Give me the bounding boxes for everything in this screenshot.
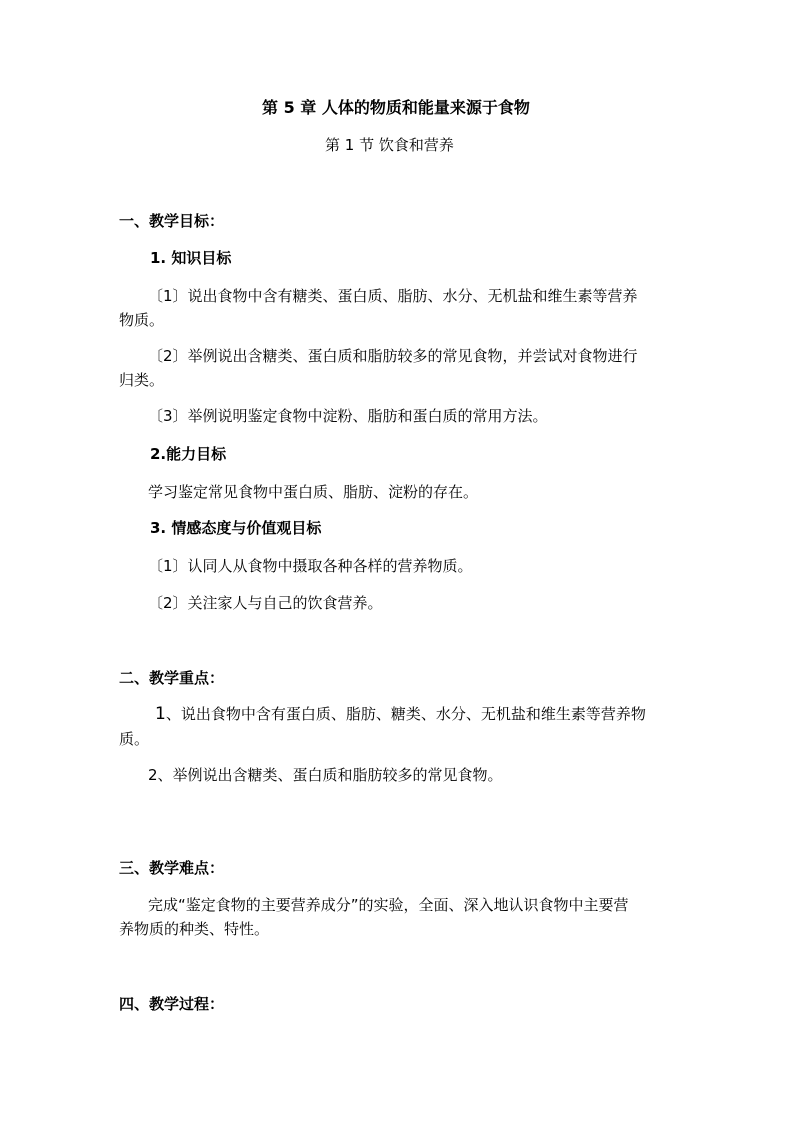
knowledge-item-2-line-2: 归类。 xyxy=(119,371,165,389)
knowledge-objectives-heading: 1. 知识目标 xyxy=(150,249,232,267)
key-point-1-line-1 xyxy=(155,704,646,724)
objectives-heading: 一、教学目标： xyxy=(119,212,225,230)
key-point-1-line-2: 质。 xyxy=(119,730,150,748)
knowledge-item-1-line-2: 物质。 xyxy=(119,311,165,329)
ability-objectives-text: 学习鉴定常见食物中蛋白质、脂肪、淀粉的存在。 xyxy=(148,483,479,501)
key-point-1-number: 1 xyxy=(155,704,166,724)
knowledge-item-2-line-1: 〔2〕举例说出含糖类、蛋白质和脂肪较多的常见食物，并尝试对食物进行 xyxy=(148,347,638,365)
difficulties-line-1: 完成“鉴定食物的主要营养成分”的实验，全面、深入地认识食物中主要营 xyxy=(148,896,629,914)
key-point-2: 2、举例说出含糖类、蛋白质和脂肪较多的常见食物。 xyxy=(148,766,503,784)
knowledge-item-1-line-1: 〔1〕说出食物中含有糖类、蛋白质、脂肪、水分、无机盐和维生素等营养 xyxy=(148,287,638,305)
key-point-1-text: 、说出食物中含有蛋白质、脂肪、糖类、水分、无机盐和维生素等营养物 xyxy=(165,705,646,723)
emotion-item-1: 〔1〕认同人从食物中摄取各种各样的营养物质。 xyxy=(148,557,473,575)
chapter-title: 第 5 章 人体的物质和能量来源于食物 xyxy=(262,98,530,117)
key-points-heading: 二、教学重点： xyxy=(119,669,225,687)
knowledge-item-3: 〔3〕举例说明鉴定食物中淀粉、脂肪和蛋白质的常用方法。 xyxy=(148,407,548,425)
emotion-objectives-heading: 3. 情感态度与价值观目标 xyxy=(150,519,322,537)
ability-objectives-heading: 2.能力目标 xyxy=(150,445,227,463)
section-subtitle: 第 1 节 饮食和营养 xyxy=(325,136,454,154)
difficulties-line-2: 养物质的种类、特性。 xyxy=(119,920,270,938)
process-heading: 四、教学过程： xyxy=(119,995,225,1013)
emotion-item-2: 〔2〕关注家人与自己的饮食营养。 xyxy=(148,594,383,612)
difficulties-heading: 三、教学难点： xyxy=(119,859,225,877)
